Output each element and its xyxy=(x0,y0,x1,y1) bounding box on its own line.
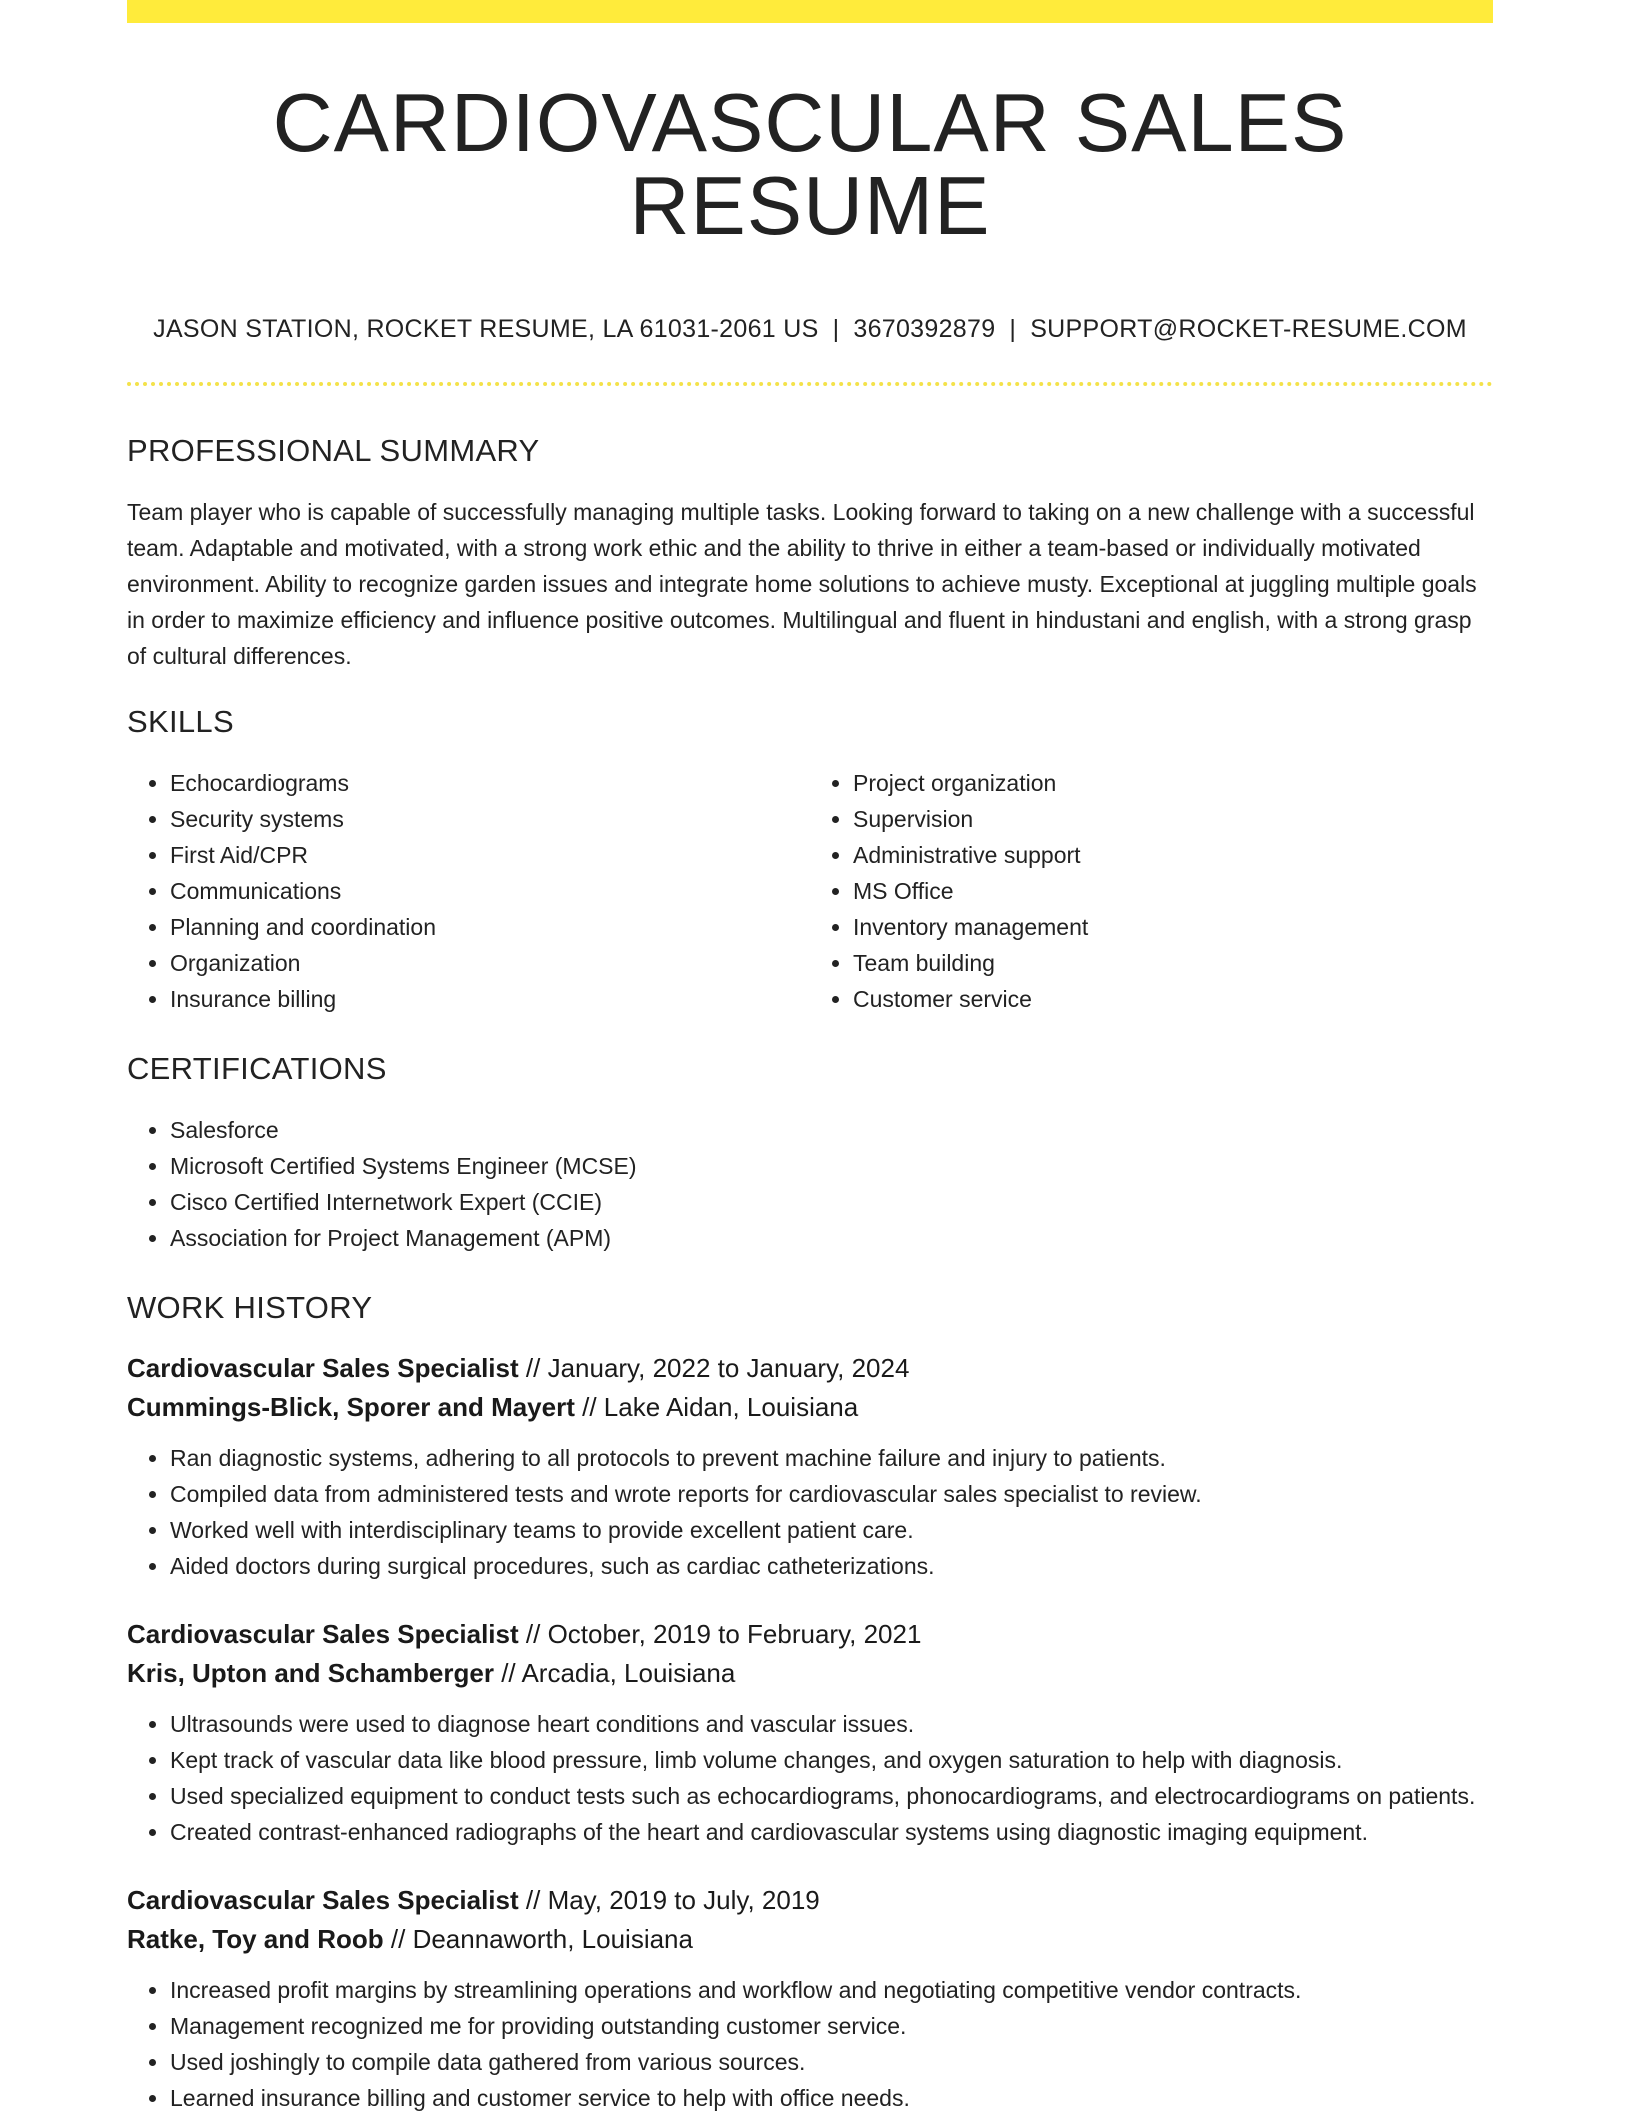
section-heading-skills: SKILLS xyxy=(127,704,234,739)
job-bullet: • Worked well with interdisciplinary teams to provide excellent patient care. xyxy=(170,1512,1493,1548)
job-bullet: • Ultrasounds were used to diagnose heart conditions and vascular issues. xyxy=(170,1706,1493,1742)
job-bullet: • Used joshingly to compile data gathered from various sources. xyxy=(170,2044,1493,2080)
job-bullet: • Aided doctors during surgical procedures, such as cardiac catheterizations. xyxy=(170,1548,1493,1584)
skill-item: • Security systems xyxy=(170,801,810,837)
certification-item: • Association for Project Management (APM) xyxy=(170,1220,1493,1256)
job-separator: // xyxy=(574,1392,604,1422)
skills-list xyxy=(127,765,1493,1017)
job-title: Cardiovascular Sales Specialist xyxy=(127,1619,519,1649)
skill-item: • Planning and coordination xyxy=(170,909,810,945)
skill-item: • Insurance billing xyxy=(170,981,810,1017)
skill-item: • Project organization xyxy=(853,765,1493,801)
header-divider xyxy=(127,382,1493,386)
skills-column-right xyxy=(810,765,1493,1017)
job-company: Ratke, Toy and Roob xyxy=(127,1924,384,1954)
job-dates: October, 2019 to February, 2021 xyxy=(547,1619,922,1649)
job-location: Arcadia, Louisiana xyxy=(521,1658,736,1688)
job-bullets xyxy=(127,1706,1493,1850)
skill-item: • Inventory management xyxy=(853,909,1493,945)
job-bullets xyxy=(127,1972,1493,2116)
job-separator: // xyxy=(518,1353,548,1383)
job-entry xyxy=(127,1349,1493,1584)
section-heading-certifications: CERTIFICATIONS xyxy=(127,1051,387,1086)
job-bullet: • Compiled data from administered tests and wrote reports for cardiovascular sales specialist to review. xyxy=(170,1476,1493,1512)
skill-item: • Echocardiograms xyxy=(170,765,810,801)
job-company-line xyxy=(127,1654,1493,1693)
job-separator: // xyxy=(518,1885,548,1915)
job-company: Cummings-Blick, Sporer and Mayert xyxy=(127,1392,575,1422)
job-location: Deannaworth, Louisiana xyxy=(412,1924,693,1954)
contact-address: JASON STATION, ROCKET RESUME, LA 61031-2061 US xyxy=(153,315,819,343)
skill-item: • Team building xyxy=(853,945,1493,981)
resume-title: CARDIOVASCULAR SALES RESUME xyxy=(272,76,1348,252)
job-bullet: • Management recognized me for providing outstanding customer service. xyxy=(170,2008,1493,2044)
job-title-line xyxy=(127,1881,1493,1920)
summary-text: Team player who is capable of successfully managing multiple tasks. Looking forward to taking on a new challenge with a successful team. Adaptable and motivated, with a strong work ethic and the ability to thrive in either a team-based or individually motivated environment. Ability to recognize garden issues and integrate home solutions to achieve musty. Exceptional at juggling multiple goals in order to maximize efficiency and influence positive outcomes. Multilingual and fluent in hindustani and english, with a strong grasp of cultural differences. xyxy=(127,499,1477,669)
section-heading-work-history: WORK HISTORY xyxy=(127,1290,373,1325)
certification-item: • Microsoft Certified Systems Engineer (MCSE) xyxy=(170,1148,1493,1184)
job-bullet: • Ran diagnostic systems, adhering to all protocols to prevent machine failure and injury to patients. xyxy=(170,1440,1493,1476)
job-separator: // xyxy=(383,1924,413,1954)
certifications-list xyxy=(127,1112,1493,1256)
job-company-line xyxy=(127,1388,1493,1427)
skill-item: • MS Office xyxy=(853,873,1493,909)
job-dates: January, 2022 to January, 2024 xyxy=(547,1353,910,1383)
job-title-line xyxy=(127,1615,1493,1654)
job-separator: // xyxy=(518,1619,548,1649)
certification-item: • Cisco Certified Internetwork Expert (CCIE) xyxy=(170,1184,1493,1220)
skill-item: • Administrative support xyxy=(853,837,1493,873)
job-title: Cardiovascular Sales Specialist xyxy=(127,1353,519,1383)
skill-item: • Organization xyxy=(170,945,810,981)
job-bullet: • Used specialized equipment to conduct tests such as echocardiograms, phonocardiograms, and electrocardiograms on patients. xyxy=(170,1778,1493,1814)
section-heading-summary: PROFESSIONAL SUMMARY xyxy=(127,433,540,468)
job-title: Cardiovascular Sales Specialist xyxy=(127,1885,519,1915)
skill-item: • First Aid/CPR xyxy=(170,837,810,873)
contact-separator: | xyxy=(832,315,840,343)
job-bullet: • Learned insurance billing and customer service to help with office needs. xyxy=(170,2080,1493,2116)
job-title-line xyxy=(127,1349,1493,1388)
job-entry xyxy=(127,1881,1493,2116)
skill-item: • Customer service xyxy=(853,981,1493,1017)
job-dates: May, 2019 to July, 2019 xyxy=(547,1885,820,1915)
job-company-line xyxy=(127,1920,1493,1959)
certification-item: • Salesforce xyxy=(170,1112,1493,1148)
skill-item: • Supervision xyxy=(853,801,1493,837)
job-bullet: • Kept track of vascular data like blood pressure, limb volume changes, and oxygen saturation to help with diagnosis. xyxy=(170,1742,1493,1778)
job-bullet: • Created contrast-enhanced radiographs of the heart and cardiovascular systems using diagnostic imaging equipment. xyxy=(170,1814,1493,1850)
skills-column-left xyxy=(127,765,810,1017)
contact-phone: 3670392879 xyxy=(853,315,996,343)
contact-line xyxy=(127,315,1493,344)
skill-item: • Communications xyxy=(170,873,810,909)
job-bullet: • Increased profit margins by streamlining operations and workflow and negotiating competitive vendor contracts. xyxy=(170,1972,1493,2008)
contact-separator: | xyxy=(1009,315,1017,343)
job-bullets xyxy=(127,1440,1493,1584)
contact-email: SUPPORT@ROCKET-RESUME.COM xyxy=(1030,315,1467,343)
job-company: Kris, Upton and Schamberger xyxy=(127,1658,494,1688)
job-entry xyxy=(127,1615,1493,1850)
job-separator: // xyxy=(493,1658,522,1688)
accent-bar xyxy=(127,0,1493,23)
job-location: Lake Aidan, Louisiana xyxy=(603,1392,859,1422)
resume-page xyxy=(127,0,1493,2116)
